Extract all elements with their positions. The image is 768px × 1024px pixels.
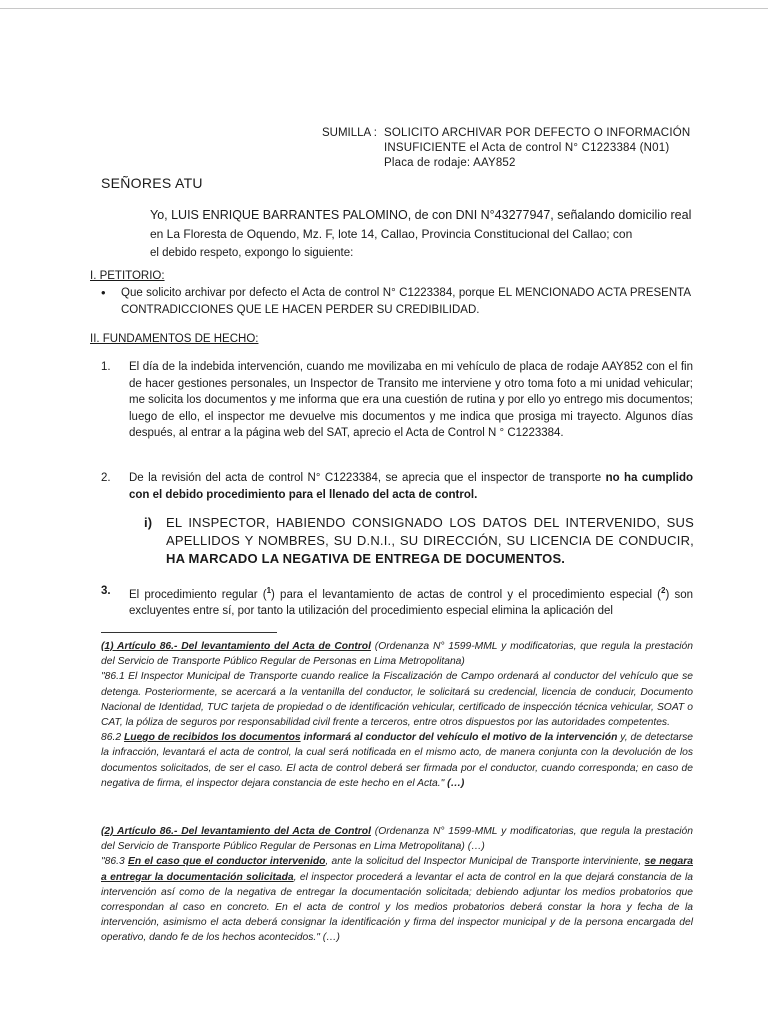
fundamentos-heading: II. FUNDAMENTOS DE HECHO: bbox=[90, 333, 259, 345]
footnote-separator bbox=[101, 632, 277, 633]
footnote-2-title: (2) Artículo 86.- Del levantamiento del Acta de Control bbox=[101, 826, 371, 837]
petitorio-heading: I. PETITORIO: bbox=[90, 270, 165, 282]
footnote-2-ellipsis: (…) bbox=[464, 841, 485, 853]
sub-item-text-bold: HA MARCADO LA NEGATIVA DE ENTREGA DE DOCUMENTOS. bbox=[166, 551, 566, 566]
sumilla-line-1: SOLICITO ARCHIVAR POR DEFECTO O INFORMACIÓN bbox=[384, 127, 691, 139]
petitorio-item bbox=[101, 285, 691, 318]
footnote-1-para-1: "86.1 El Inspector Municipal de Transporte cuando realice la Fiscalización de Campo ordenará al conductor del vehículo que se detenga. Posteriormente, se acercará a la ventanilla del conductor, le solicitará su credencial, licencia de conducir, Documento Nacional de Identidad, TUC tarjeta de propiedad o de identificación vehicular, certificado de inspección técnica vehicular, SOAT o CAT, la póliza de seguros por responsabilidad civil frente a terceros, entre otros dispuestos por las autoridades competentes. bbox=[101, 671, 693, 729]
footnote-1-para-2-underlined: Luego de recibidos los documentos bbox=[124, 732, 301, 744]
page-top-border bbox=[0, 8, 768, 9]
footnote-2-para-num: "86.3 bbox=[101, 856, 128, 868]
footnote-ref-1: 1 bbox=[266, 586, 272, 595]
footnote-1-para-2-num: 86.2 bbox=[101, 732, 124, 744]
sub-item-text-plain: EL INSPECTOR, HABIENDO CONSIGNADO LOS DATOS DEL INTERVENIDO, SUS APELLIDOS Y NOMBRES, SU D.N.I., SU DIRECCIÓN, SU LICENCIA DE CONDUCIR, bbox=[166, 515, 694, 548]
footnote-1-para-2-ellipsis: (…) bbox=[444, 777, 465, 789]
item-text bbox=[129, 470, 693, 503]
recipient-heading: SEÑORES ATU bbox=[101, 175, 203, 191]
footnote-2-para-text: , ante la solicitud del Inspector Municipal de Transporte interviniente, bbox=[325, 856, 645, 868]
footnote-2-para-rest: , el inspector procederá a levantar el acta de control en la que dejará constancia de la intervención así como de la negativa de entregar la documentación solicitada; debiendo adjuntar los medios probatorios que correspondan al caso en concreto. En el acta de control y los medios probatorios deberá constar la hora y fecha de la intervención, asimismo el acta deberá consignar la identificación y firma del inspector municipal y de la persona encargada del operativo, dando fe de los hechos acontecidos." (…) bbox=[101, 871, 693, 944]
item-text-bold: no ha cumplido con el debido procedimiento para el llenado del acta de control bbox=[129, 472, 693, 501]
footnote-1-title: (1) Artículo 86.- Del levantamiento del Acta de Control bbox=[101, 641, 371, 652]
sumilla-row-1 bbox=[322, 126, 722, 141]
fundamento-item-1 bbox=[101, 359, 693, 442]
item-text-b: ) para el levantamiento de actas de control y el procedimiento especial ( bbox=[271, 588, 661, 601]
footnote-2-para-underlined-1: En el caso que el conductor intervenido bbox=[127, 856, 326, 868]
item-text-c: ) son excluyentes entre sí, por tanto la utilización del procedimiento especial elimina la aplicación del bbox=[129, 588, 693, 618]
sumilla-label: SUMILLA : bbox=[322, 127, 377, 139]
sumilla-block bbox=[322, 126, 722, 171]
item-text-plain: De la revisión del acta de control N° C1223384, se aprecia que el inspector de transporte bbox=[129, 472, 606, 484]
item-number: 3. bbox=[101, 585, 111, 597]
footnote-1-para-2-bold: informará al conductor del vehículo el motivo de la intervención bbox=[300, 732, 618, 744]
fundamento-item-3 bbox=[101, 583, 693, 620]
item-text bbox=[129, 583, 693, 620]
item-number: 2. bbox=[101, 472, 111, 484]
sub-item-text bbox=[166, 514, 694, 568]
footnote-1-para-2 bbox=[101, 730, 693, 791]
sumilla-line-3: Placa de rodaje: AAY852 bbox=[384, 157, 516, 169]
footnote-2-source: (Ordenanza N° 1599-MML y modificatorias, que regula la prestación del Servicio de Transporte Público Regular de Personas en Lima Metropolitana) bbox=[101, 826, 694, 853]
footnote-2 bbox=[101, 824, 693, 946]
sub-item-i bbox=[144, 514, 694, 568]
intro-line-1: Yo, LUIS ENRIQUE BARRANTES PALOMINO, de con DNI N°43277947, señalando domicilio real bbox=[150, 208, 692, 222]
bullet-icon: • bbox=[101, 285, 106, 300]
petitorio-text: Que solicito archivar por defecto el Acta de control N° C1223384, porque EL MENCIONADO ACTA PRESENTA CONTRADICCIONES QUE LE HACEN PERDER SU CREDIBILIDAD. bbox=[121, 287, 691, 316]
footnote-1 bbox=[101, 639, 693, 791]
sumilla-row-3 bbox=[322, 156, 722, 171]
footnote-2-para-1 bbox=[101, 854, 693, 945]
fundamento-item-2 bbox=[101, 470, 693, 503]
footnote-1-heading bbox=[101, 639, 693, 669]
sumilla-row-2 bbox=[322, 141, 722, 156]
footnote-1-source: (Ordenanza N° 1599-MML y modificatorias, que regula la prestación del Servicio de Transporte Público Regular de Personas en Lima Metropolitana) bbox=[101, 641, 694, 668]
footnote-1-para-2-rest: y, de detectarse la infracción, levantará el acta de control, la cual será notificada en el mismo acto, de manera conjunta con la devolución de los documentos solicitados, de ser el caso. El acta de control deberá ser firmada por el conductor, cuando corresponda; en caso de negativa de firma, el inspector dejara constancia de este hecho en el Acta." bbox=[101, 732, 693, 789]
footnote-2-heading bbox=[101, 824, 693, 854]
item-text-end: . bbox=[474, 488, 478, 501]
sub-item-number: i) bbox=[144, 515, 153, 530]
intro-line-2: en La Floresta de Oquendo, Mz. F, lote 14, Callao, Provincia Constitucional del Callao; con bbox=[150, 227, 633, 241]
sumilla-line-2: INSUFICIENTE el Acta de control N° C1223384 (N01) bbox=[384, 142, 670, 154]
intro-paragraph bbox=[150, 206, 690, 263]
item-text: El día de la indebida intervención, cuando me movilizaba en mi vehículo de placa de rodaje AAY852 con el fin de hacer gestiones personales, un Inspector de Transito me interviene y otro toma foto a mi unidad vehicular; me solicita los documentos y me informa que era una cuestión de rutina y por ello yo entrego mis documentos; luego de ello, el inspector me devuelve mis documentos y me indica que prosiga mi trayecto. Algunos días después, al entrar a la página web del SAT, aprecio el Acta de Control N ° C1223384. bbox=[129, 361, 693, 439]
footnote-2-para-underlined-2: se negara a entregar la documentación solicitada bbox=[101, 856, 693, 883]
intro-line-3: el debido respeto, expongo lo siguiente: bbox=[150, 247, 354, 259]
item-text-a: El procedimiento regular ( bbox=[129, 588, 267, 601]
item-number: 1. bbox=[101, 361, 111, 373]
footnote-ref-2: 2 bbox=[661, 586, 666, 595]
